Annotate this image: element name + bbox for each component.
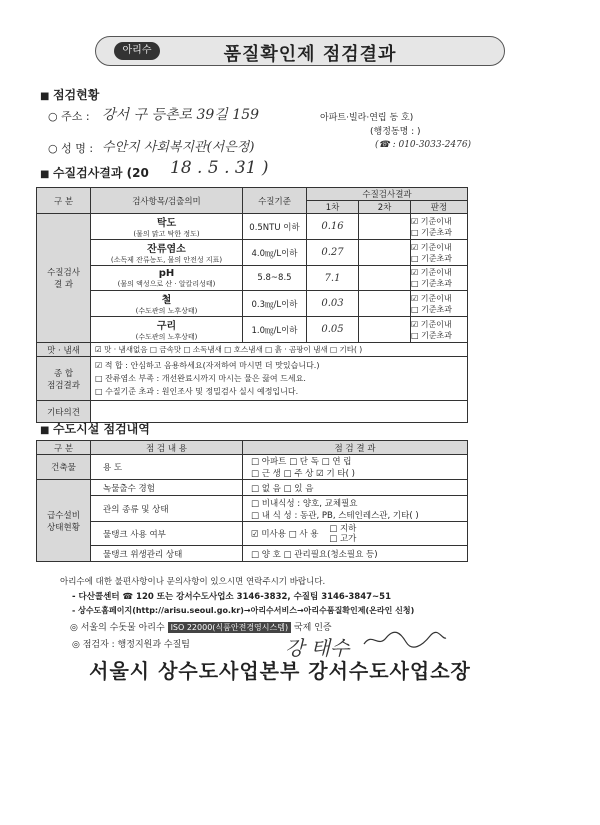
facility-result: □ 지하 <box>329 523 357 534</box>
inspector-signature: 강 태수 <box>285 636 350 660</box>
item-desc: (물의 액성으로 산 · 알칼리성태) <box>117 279 216 288</box>
building-result-1: □ 아파트 □ 단 독 □ 연 립 <box>251 457 352 467</box>
facility-label: 급수설비 상태현황 <box>37 480 91 562</box>
section-facility-title: ■ 수도시설 점검내역 <box>40 422 150 436</box>
section-water-test-title: ■ 수질검사결과 (20 <box>40 166 149 180</box>
col-results: 수질검사결과 <box>307 188 468 201</box>
arisu-badge: 아리수 <box>114 42 160 60</box>
col-first: 1차 <box>307 201 359 214</box>
other-label: 기타의견 <box>37 401 91 423</box>
table-row <box>37 343 468 357</box>
section-inspection-status-title: ■ 점검현황 <box>40 88 100 102</box>
test-date: 18 . 5 . 31 ) <box>170 158 269 178</box>
table-row <box>37 291 468 317</box>
judge-over: □ 기준초과 <box>411 279 453 288</box>
taste-label: 맛 · 냄새 <box>37 343 91 357</box>
admin-dong: (행정동명 : ) <box>370 127 421 137</box>
standard-cell: 0.3㎎/L이하 <box>243 291 307 317</box>
table-row <box>37 317 468 343</box>
result-suitable: ☑ 적 합 : 안심하고 음용하세요(자저하여 마시면 더 맛있습니다.) <box>95 361 320 370</box>
item-name: 구리 <box>156 321 177 332</box>
col-result: 점 검 결 과 <box>243 441 468 455</box>
result-first: 0.27 <box>307 240 359 266</box>
judge-over: □ 기준초과 <box>411 253 453 263</box>
facility-result: □ 고가 <box>329 533 357 544</box>
footer-call-center: - 다산콜센터 ☎ 120 또는 강서수도사업소 3146-3832, 수질팀 3146-3847~51 <box>72 592 391 602</box>
result-first: 7.1 <box>307 266 359 291</box>
standard-cell: 5.8~8.5 <box>243 266 307 291</box>
footer-homepage: - 상수도홈페이지(http://arisu.seoul.go.kr)→아리수서비스→아리수품질확인제(온라인 신청) <box>72 606 415 615</box>
judge-over: □ 기준초과 <box>411 304 453 314</box>
address-label: ○ 주소 : <box>48 110 90 123</box>
facility-result: □ 없 음 □ 있 음 <box>243 480 468 496</box>
footer-contact-note: 아리수에 대한 불편사항이나 문의사항이 있으시면 연락주시기 바랍니다. <box>60 577 326 587</box>
item-name: 철 <box>161 295 172 306</box>
facility-item: 물탱크 위생관리 상태 <box>91 546 243 562</box>
table-row <box>37 455 468 480</box>
facility-item: 녹물출수 경험 <box>91 480 243 496</box>
facility-item: 관의 종류 및 상태 <box>91 496 243 522</box>
inspector-label: ◎ 점검자 : 행정지원과 수질팀 <box>72 640 190 650</box>
item-name: 탁도 <box>156 218 177 229</box>
name-label: ○ 성 명 : <box>48 142 94 155</box>
result-exceeded: □ 수질기준 초과 : 원인조사 및 정밀검사 실시 예정입니다. <box>95 387 299 396</box>
item-desc: (소독제 잔류농도, 물의 안전성 지표) <box>110 256 223 264</box>
side-label: 수질검사 결 과 <box>37 214 91 343</box>
judge-ok: ☑ 기준이내 <box>411 216 452 226</box>
taste-value: ☑ 맛 · 냄새없음 □ 금속맛 □ 소독냄새 □ 호스냄새 □ 흙 · 곰팡이 냄새 □ 기타( ) <box>91 343 468 357</box>
page-title: 품질확인제 점검결과 <box>223 44 397 65</box>
result-first: 0.05 <box>307 317 359 343</box>
item-name: pH <box>158 267 175 279</box>
col-item: 검사항목/검출의미 <box>91 188 243 214</box>
phone-value: (☎ : 010-3033-2476) <box>375 140 472 150</box>
signature-scribble <box>360 628 450 652</box>
facility-result: □ 내 식 성 : 동관, PB, 스테인레스관, 기타( ) <box>251 510 419 521</box>
result-label: 종 합 점검결과 <box>37 357 91 401</box>
table-row <box>37 480 468 496</box>
name-value: 수안지 사회복지관(서은정) <box>102 140 255 155</box>
facility-table <box>36 440 468 562</box>
address-right: 아파트·빌라·연립 동 호) <box>320 113 414 123</box>
judge-ok: ☑ 기준이내 <box>411 268 452 277</box>
col-content: 점 검 내 용 <box>91 441 243 455</box>
address-value: 강서 구 등촌로 39길 159 <box>102 107 260 123</box>
standard-cell: 4.0㎎/L이하 <box>243 240 307 266</box>
result-second <box>359 317 411 343</box>
iso-post: 국제 인증 <box>293 623 332 633</box>
building-result-2: □ 근 생 □ 주 상 ☑ 기 타( ) <box>251 469 355 479</box>
item-desc: (수도관의 노후상태) <box>135 333 198 341</box>
facility-item: 물탱크 사용 여부 <box>91 522 243 546</box>
result-second <box>359 214 411 240</box>
judge-over: □ 기준초과 <box>411 227 453 237</box>
col-category: 구 분 <box>37 188 91 214</box>
result-second <box>359 266 411 291</box>
facility-result: ☑ 미사용 □ 사 용 <box>251 529 319 539</box>
item-desc: (수도관의 노후상태) <box>135 307 198 315</box>
facility-result: □ 양 호 □ 관리필요(청소필요 등) <box>243 546 468 562</box>
building-label: 건축물 <box>37 455 91 480</box>
result-second <box>359 291 411 317</box>
facility-result: □ 비내식성 : 양호, 교체필요 <box>251 498 358 509</box>
col-standard: 수질기준 <box>243 188 307 214</box>
table-row <box>37 214 468 240</box>
result-chlorine-low: □ 잔류염소 부족 : 개선완료시까지 마시는 물은 끓여 드세요. <box>95 374 306 383</box>
result-first: 0.16 <box>307 214 359 240</box>
table-row <box>37 496 468 522</box>
iso-badge: ISO 22000(식품안전경영시스템) <box>168 622 292 633</box>
item-desc: (물의 맑고 탁한 정도) <box>133 230 200 238</box>
col-second: 2차 <box>359 201 411 214</box>
standard-cell: 0.5NTU 이하 <box>243 214 307 240</box>
judge-over: □ 기준초과 <box>411 330 453 340</box>
water-test-table <box>36 187 468 423</box>
table-row <box>37 240 468 266</box>
item-name: 잔류염소 <box>147 244 186 255</box>
table-row <box>37 357 468 401</box>
table-row <box>37 546 468 562</box>
table-row <box>37 266 468 291</box>
building-item: 용 도 <box>91 455 243 480</box>
judge-ok: ☑ 기준이내 <box>411 293 452 303</box>
judge-ok: ☑ 기준이내 <box>411 319 452 329</box>
iso-pre: ◎ 서울의 수돗물 아리수 <box>70 623 165 633</box>
result-second <box>359 240 411 266</box>
standard-cell: 1.0㎎/L이하 <box>243 317 307 343</box>
result-first: 0.03 <box>307 291 359 317</box>
table-row <box>37 522 468 546</box>
judge-ok: ☑ 기준이내 <box>411 242 452 252</box>
col-category: 구 분 <box>37 441 91 455</box>
col-judgment: 판정 <box>411 201 468 214</box>
org-footer: 서울시 상수도사업본부 강서수도사업소장 <box>89 659 471 683</box>
